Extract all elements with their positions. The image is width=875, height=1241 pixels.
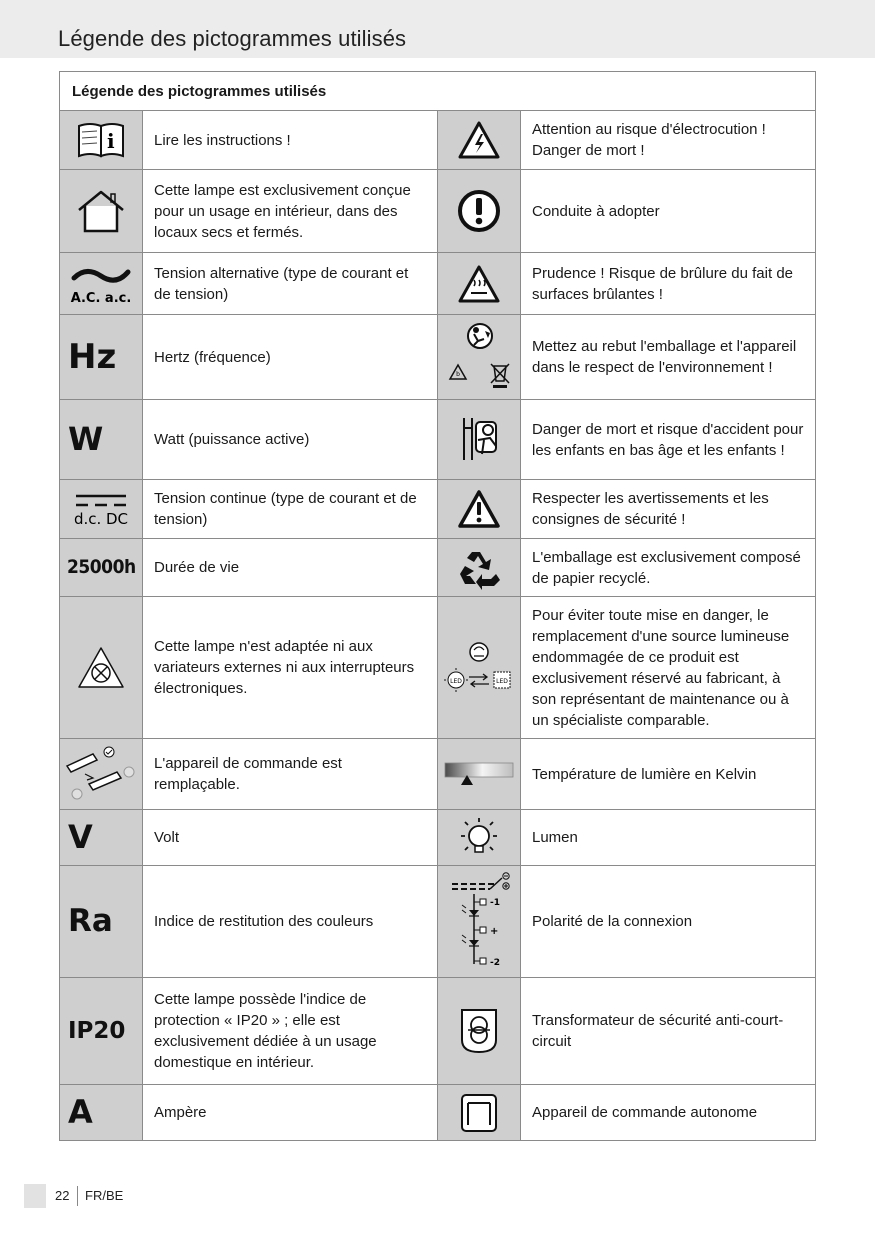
legend-text: Watt (puissance active) — [143, 400, 438, 480]
book-info-icon — [60, 111, 143, 170]
legend-text: Attention au risque d'électrocution ! Danger de mort ! — [521, 111, 816, 170]
footer-divider — [77, 1186, 78, 1206]
table-row — [60, 253, 816, 315]
table-row — [60, 866, 816, 978]
indoor-house-icon — [60, 170, 143, 253]
direct-current-icon — [60, 480, 143, 539]
ampere-symbol: A — [60, 1085, 143, 1141]
lumen-bulb-icon — [438, 810, 521, 866]
legend-text: Lire les instructions ! — [143, 111, 438, 170]
svg-text:b: b — [456, 371, 460, 378]
hertz-symbol: Hz — [60, 315, 143, 400]
legend-text: Danger de mort et risque d'accident pour les enfants en bas âge et les enfants ! — [521, 400, 816, 480]
ac-label: A.C. a.c. — [70, 290, 132, 306]
kelvin-color-temperature-icon — [438, 739, 521, 810]
polarity-label-plus: + — [490, 925, 499, 937]
ip20-protection-symbol: IP20 — [60, 978, 143, 1085]
table-row — [60, 1085, 816, 1141]
table-row — [60, 810, 816, 866]
dc-label: d.c. DC — [73, 510, 129, 528]
color-rendering-index-symbol: Ra — [60, 866, 143, 978]
legend-text: Conduite à adopter — [521, 170, 816, 253]
legend-text: Ampère — [143, 1085, 438, 1141]
legend-text: Respecter les avertissements et les consignes de sécurité ! — [521, 480, 816, 539]
led-replacement-icon — [438, 597, 521, 739]
legend-text: Indice de restitution des couleurs — [143, 866, 438, 978]
table-row — [60, 400, 816, 480]
legend-text: Pour éviter toute mise en danger, le remplacement d'une source lumineuse endommagée de ce produit est exclusivement réservé au fabricant, à son représentant de maintenance ou à un spécialiste comparable. — [521, 597, 816, 739]
svg-text:i: i — [107, 129, 115, 153]
table-row — [60, 170, 816, 253]
recycled-paper-icon — [438, 539, 521, 597]
pictogram-legend-table — [59, 71, 816, 1141]
polarity-label-minus2: -2 — [490, 957, 500, 968]
led-label-left: LED — [450, 677, 462, 685]
legend-text: Transformateur de sécurité anti-court-circuit — [521, 978, 816, 1085]
footer-marker — [24, 1184, 46, 1208]
legend-text: Cette lampe possède l'indice de protection « IP20 » ; elle est exclusivement dédiée à un usage domestique en intérieur. — [143, 978, 438, 1085]
legend-text: Durée de vie — [143, 539, 438, 597]
legend-text: Hertz (fréquence) — [143, 315, 438, 400]
electric-shock-warning-icon — [438, 111, 521, 170]
legend-text: Lumen — [521, 810, 816, 866]
safety-transformer-icon — [438, 978, 521, 1085]
general-warning-icon — [438, 480, 521, 539]
independent-control-gear-icon — [438, 1085, 521, 1141]
legend-text: Tension continue (type de courant et de tension) — [143, 480, 438, 539]
led-label-right: LED — [496, 677, 508, 685]
table-row — [60, 480, 816, 539]
connection-polarity-icon — [438, 866, 521, 978]
table-row — [60, 539, 816, 597]
table-caption-row — [60, 72, 816, 111]
table-row — [60, 111, 816, 170]
table-row — [60, 315, 816, 400]
legend-text: Température de lumière en Kelvin — [521, 739, 816, 810]
legend-text: Polarité de la connexion — [521, 866, 816, 978]
table-row — [60, 597, 816, 739]
recycling-disposal-icon — [438, 315, 521, 400]
legend-text: Cette lampe n'est adaptée ni aux variateurs externes ni aux interrupteurs électroniques. — [143, 597, 438, 739]
lifetime-hours-symbol: 25000h — [60, 539, 143, 597]
legend-text: Mettez au rebut l'emballage et l'appareil dans le respect de l'environnement ! — [521, 315, 816, 400]
legend-text: Volt — [143, 810, 438, 866]
legend-text: Cette lampe est exclusivement conçue pour un usage en intérieur, dans des locaux secs et fermés. — [143, 170, 438, 253]
polarity-label-minus1: -1 — [490, 897, 500, 908]
page-title: Légende des pictogrammes utilisés — [58, 26, 407, 51]
replaceable-control-gear-icon — [60, 739, 143, 810]
legend-text: L'appareil de commande est remplaçable. — [143, 739, 438, 810]
table-caption: Légende des pictogrammes utilisés — [60, 72, 816, 111]
alternating-current-icon — [60, 253, 143, 315]
language-code: FR/BE — [85, 1188, 124, 1203]
table-row — [60, 978, 816, 1085]
watt-symbol: W — [60, 400, 143, 480]
legend-text: Prudence ! Risque de brûlure du fait de surfaces brûlantes ! — [521, 253, 816, 315]
page-number: 22 — [55, 1188, 70, 1203]
hot-surface-warning-icon — [438, 253, 521, 315]
no-dimmer-icon — [60, 597, 143, 739]
child-danger-icon — [438, 400, 521, 480]
legend-text: Tension alternative (type de courant et de tension) — [143, 253, 438, 315]
mandatory-action-icon — [438, 170, 521, 253]
volt-symbol: V — [60, 810, 143, 866]
legend-text: Appareil de commande autonome — [521, 1085, 816, 1141]
table-row — [60, 739, 816, 810]
legend-text: L'emballage est exclusivement composé de papier recyclé. — [521, 539, 816, 597]
